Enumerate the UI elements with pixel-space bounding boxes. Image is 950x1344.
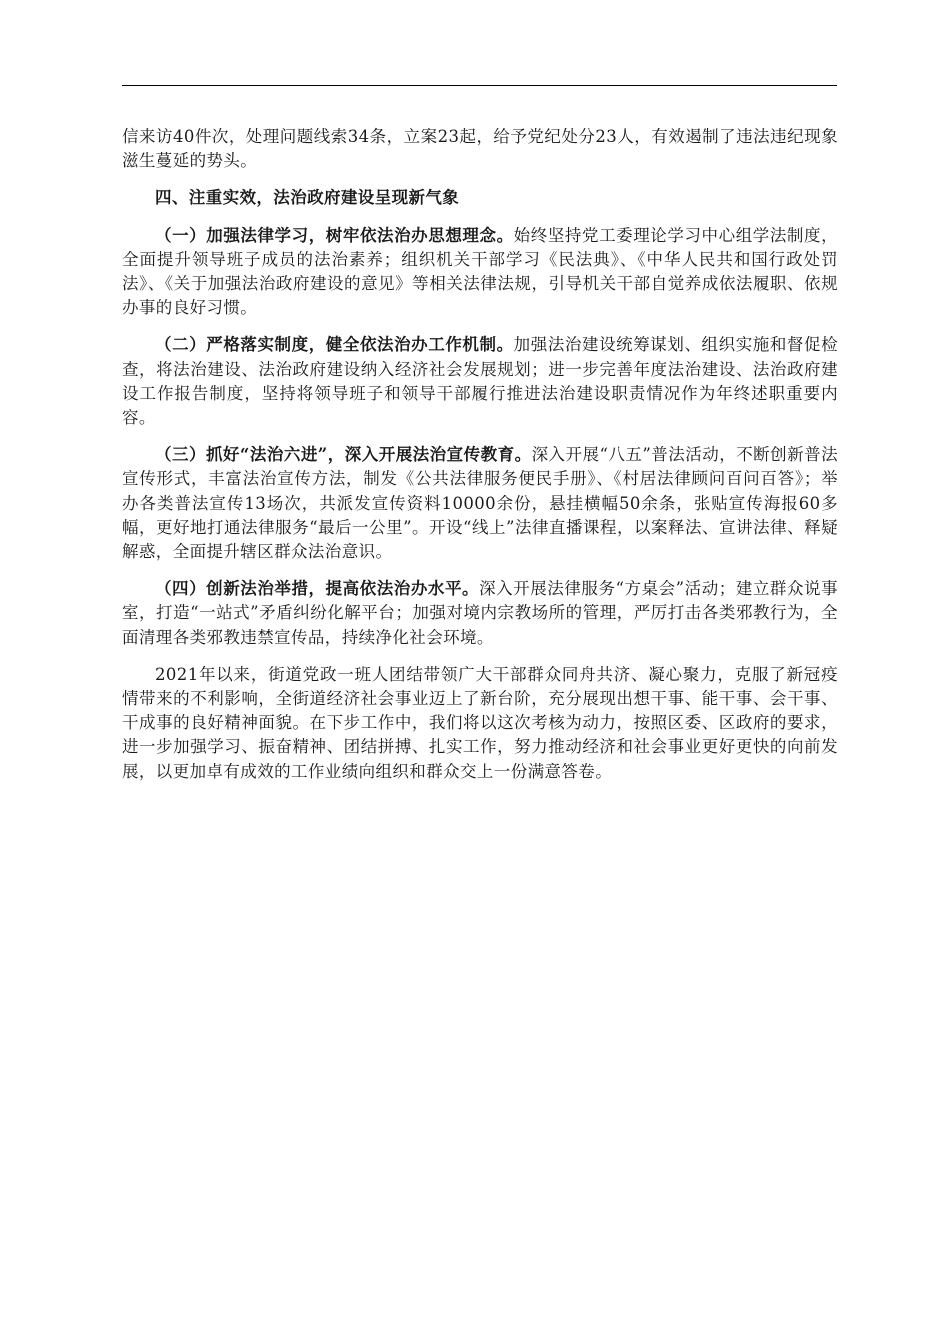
document-body — [122, 125, 838, 797]
item-paragraph-4 — [122, 577, 838, 650]
item-lead-1: （一）加强法律学习，树牢依法治办思想理念。 — [155, 225, 514, 245]
item-lead-4: （四）创新法治举措，提高依法治办水平。 — [155, 579, 480, 599]
item-paragraph-2 — [122, 333, 838, 430]
header-rule — [122, 85, 837, 86]
item-body-1: 始终坚持党工委理论学习中心组学法制度，全面提升领导班子成员的法治素养；组织机关干部学习《民法典》、《中华人民共和国行政处罚法》、《关于加强法治政府建设的意见》等相关法律法规，引导机关干部自觉养成依法履职、依规办事的良好习惯。 — [122, 225, 838, 318]
item-lead-2: （二）严格落实制度，健全依法治办工作机制。 — [155, 335, 514, 355]
item-paragraph-1 — [122, 224, 838, 321]
continuation-paragraph: 信来访40件次，处理问题线索34条，立案23起，给予党纪处分23人，有效遏制了违法违纪现象滋生蔓延的势头。 — [122, 127, 838, 171]
closing-paragraph: 2021年以来，街道党政一班人团结带领广大干部群众同舟共济、凝心聚力，克服了新冠疫情带来的不利影响，全街道经济社会事业迈上了新台阶，充分展现出想干事、能干事、会干事、干成事的良好精神面貌。在下步工作中，我们将以这次考核为动力，按照区委、区政府的要求，进一步加强学习、振奋精神、团结拼搏、扎实工作，努力推动经济和社会事业更好更快的向前发展，以更加卓有成效的工作业绩向组织和群众交上一份满意答卷。 — [122, 664, 838, 781]
item-lead-3: （三）抓好“法治六进”，深入开展法治宣传教育。 — [155, 445, 532, 465]
item-paragraph-3 — [122, 443, 838, 564]
item-body-4: 深入开展法律服务“方桌会”活动；建立群众说事室，打造“一站式”矛盾纠纷化解平台；加强对境内宗教场所的管理，严厉打击各类邪教行为，全面清理各类邪教违禁宣传品，持续净化社会环境。 — [122, 579, 838, 647]
item-body-2: 加强法治建设统筹谋划、组织实施和督促检查，将法治建设、法治政府建设纳入经济社会发展规划；进一步完善年度法治建设、法治政府建设工作报告制度，坚持将领导班子和领导干部履行推进法治建设职责情况作为年终述职重要内容。 — [122, 335, 838, 428]
item-body-3: 深入开展“八五”普法活动，不断创新普法宣传形式，丰富法治宣传方法，制发《公共法律服务便民手册》、《村居法律顾问百问百答》；举办各类普法宣传13场次，共派发宣传资料10000余份，悬挂横幅50余条，张贴宣传海报60多幅，更好地打通法律服务“最后一公里”。开设“线上”法律直播课程，以案释法、宣讲法律、释疑解惑，全面提升辖区群众法治意识。 — [122, 445, 838, 562]
section-heading: 四、注重实效，法治政府建设呈现新气象 — [155, 188, 460, 208]
